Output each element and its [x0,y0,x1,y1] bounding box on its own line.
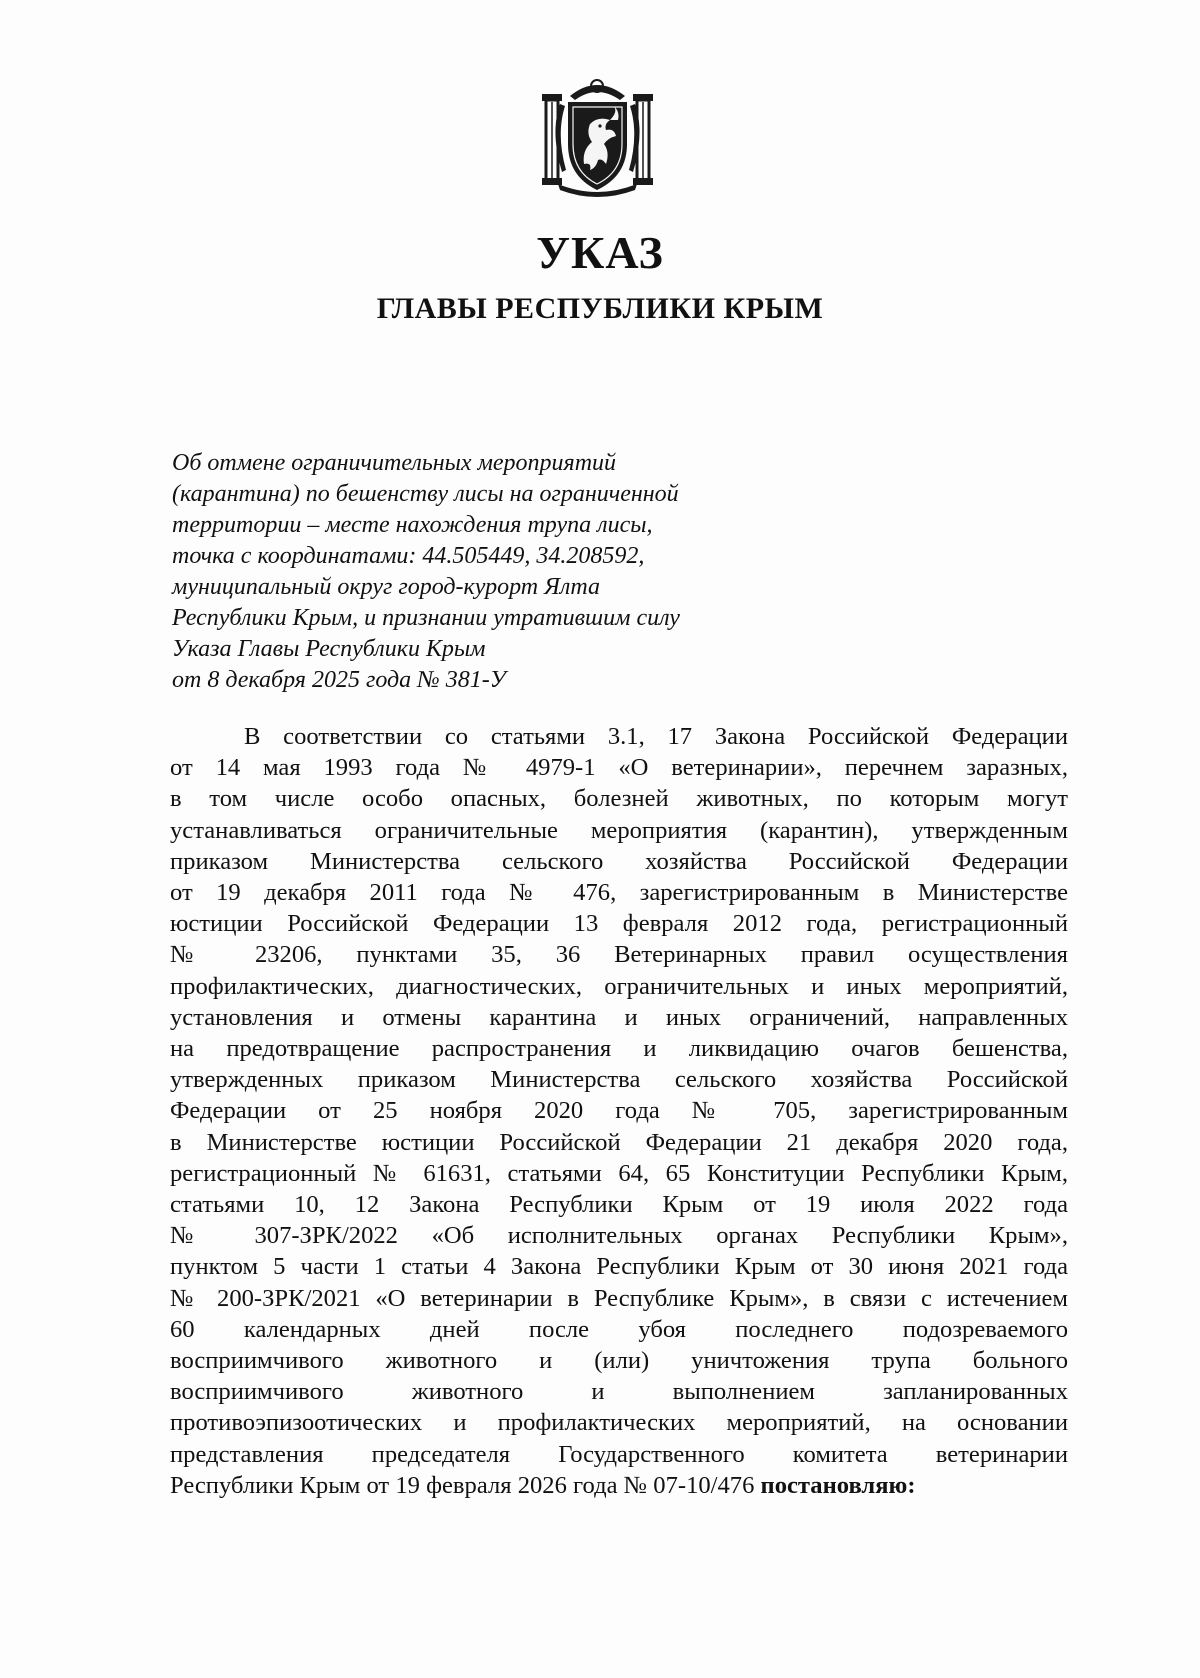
body-line: пунктом 5 части 1 статьи 4 Закона Республики Крым от 30 июня 2021 года [170,1253,1068,1281]
subject-line: территории – месте нахождения трупа лисы, [172,512,653,538]
body-line: статьями 10, 12 Закона Республики Крым от 19 июля 2022 года [170,1191,1068,1219]
subject-line: точка с координатами: 44.505449, 34.208592, [172,543,645,569]
subject-line: от 8 декабря 2025 года № 381-У [172,667,506,693]
body-line: № 200-ЗРК/2021 «О ветеринарии в Республике Крым», в связи с истечением [170,1284,1068,1312]
body-line: 60 календарных дней после убоя последнего подозреваемого [170,1315,1068,1343]
body-line: приказом Министерства сельского хозяйства Российской Федерации [170,847,1068,875]
decree-subject [172,448,812,696]
subject-line: муниципальный округ город-курорт Ялта [172,574,600,600]
body-line: от 14 мая 1993 года № 4979-1 «О ветеринарии», перечнем заразных, [170,754,1068,782]
body-line: регистрационный № 61631, статьями 64, 65 Конституции Республики Крым, [170,1159,1068,1187]
subject-line: Указа Главы Республики Крым [172,636,486,662]
subject-line: Республики Крым, и признании утратившим силу [172,605,680,631]
subject-line: Об отмене ограничительных мероприятий [172,450,617,476]
body-last-text: Республики Крым от 19 февраля 2026 года № 07-10/476 [170,1471,755,1499]
body-line: устанавливаться ограничительные мероприятия (карантин), утвержденным [170,816,1068,844]
body-line: в Министерстве юстиции Российской Федерации 21 декабря 2020 года, [170,1128,1068,1156]
body-line: восприимчивого животного и (или) уничтожения трупа больного [170,1347,1068,1375]
body-line: в том числе особо опасных, болезней животных, по которым могут [170,785,1068,813]
body-line: утвержденных приказом Министерства сельского хозяйства Российской [170,1066,1068,1094]
body-line: восприимчивого животного и выполнением запланированных [170,1378,1068,1406]
resolution-keyword: постановляю: [760,1471,916,1499]
body-line: установления и отмены карантина и иных ограничений, направленных [170,1003,1068,1031]
body-line: Федерации от 25 ноября 2020 года № 705, зарегистрированным [170,1097,1068,1125]
decree-body [170,721,1068,1501]
body-line: противоэпизоотических и профилактических мероприятий, на основании [170,1409,1068,1437]
body-line: № 307-ЗРК/2022 «Об исполнительных органах Республики Крым», [170,1222,1068,1250]
body-line: юстиции Российской Федерации 13 февраля 2012 года, регистрационный [170,910,1068,938]
subject-line: (карантина) по бешенству лисы на ограниченной [172,481,679,507]
body-line: № 23206, пунктами 35, 36 Ветеринарных правил осуществления [170,941,1068,969]
body-line: профилактических, диагностических, ограничительных и иных мероприятий, [170,972,1068,1000]
body-line: на предотвращение распространения и ликвидацию очагов бешенства, [170,1035,1068,1063]
body-line: от 19 декабря 2011 года № 476, зарегистрированным в Министерстве [170,879,1068,907]
body-line: представления председателя Государственного комитета ветеринарии [170,1440,1068,1468]
body-line: В соответствии со статьями 3.1, 17 Закона Российской Федерации [244,723,1068,750]
crimea-coat-of-arms-icon [540,72,655,197]
page-subtitle: ГЛАВЫ РЕСПУБЛИКИ КРЫМ [376,292,824,325]
page-title: УКАЗ [536,227,664,278]
body-last-line [170,1470,1068,1501]
